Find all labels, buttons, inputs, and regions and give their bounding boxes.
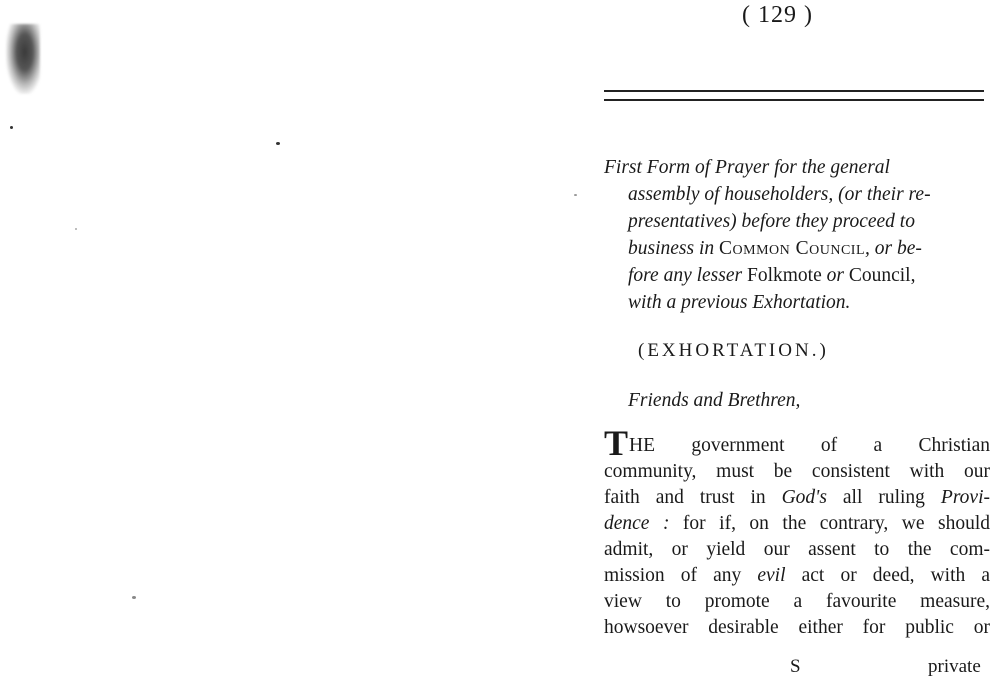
heading-line: presentatives) before they proceed to (628, 211, 915, 232)
body-text (604, 423, 990, 641)
ink-speck (10, 126, 13, 129)
body-line: faith and trust in God's all ruling Provi- (604, 487, 990, 508)
ink-speck (276, 142, 280, 145)
catchword: private (928, 656, 981, 677)
ink-speck (75, 228, 77, 230)
ink-smudge (6, 24, 40, 94)
signature-mark: S (790, 656, 801, 677)
heading-line: assembly of householders, (or their re- (628, 184, 931, 205)
heading-line: business in Common Council, or be- (628, 238, 922, 259)
ink-speck (132, 596, 136, 599)
body-line: mission of any evil act or deed, with a (604, 565, 990, 586)
ink-speck (574, 194, 577, 196)
heading-line: fore any lesser Folkmote or Council, (628, 265, 916, 286)
body-line: dence : for if, on the contrary, we should (604, 513, 990, 534)
body-line: community, must be consistent with our (604, 461, 990, 482)
body-line: howsoever desirable either for public or (604, 617, 990, 638)
page-number: ( 129 ) (742, 2, 813, 28)
heading-line: with a previous Exhortation. (628, 292, 851, 313)
exhortation-title: (EXHORTATION.) (638, 340, 829, 361)
right-page (590, 0, 1000, 684)
drop-cap: T (604, 423, 630, 463)
body-line: THE government of a Christian (604, 423, 990, 463)
salutation: Friends and Brethren, (628, 390, 801, 411)
heading-line: First Form of Prayer for the general (604, 157, 890, 178)
body-line: view to promote a favourite measure, (604, 591, 990, 612)
header-double-rule (604, 90, 984, 101)
body-line: admit, or yield our assent to the com- (604, 539, 990, 560)
prayer-heading (604, 154, 984, 316)
